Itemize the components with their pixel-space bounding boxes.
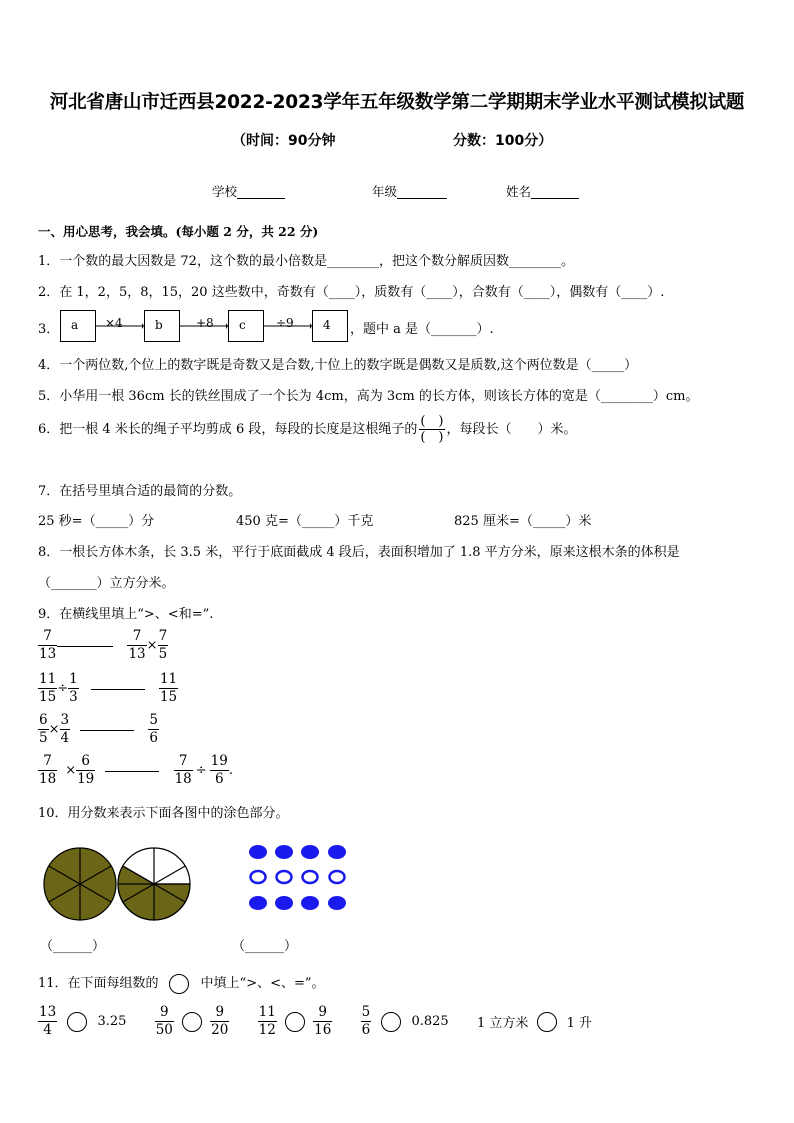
- score-label: 分数：100分）: [453, 133, 553, 149]
- question-9: 9．在横线里填上“>、<和=”.: [38, 607, 214, 622]
- flow-box-b: b: [144, 310, 180, 342]
- compare-circle-icon: [169, 974, 189, 994]
- answer-circle-1[interactable]: [67, 1012, 87, 1032]
- grade-field: 年级: [372, 182, 447, 200]
- question-2: 2．在 1，2，5，8，15，20 这些数中，奇数有（____），质数有（____），合数有（____），偶数有（____）.: [38, 285, 665, 300]
- question-8: 8．一根长方体木条，长 3.5 米，平行于底面截成 4 段后，表面积增加了 1.8 平方分米，原来这根木条的体积是: [38, 545, 680, 560]
- q9-row-4: $\frac{7}{18}$ × $\frac{6}{19}$ $\frac{7}{18}$ ÷ $\frac{19}{6}$ .: [39, 753, 233, 787]
- op-divide: ÷9: [276, 316, 294, 330]
- question-5: 5．小华用一根 36cm 长的铁丝围成了一个长为 4cm，高为 3cm 的长方体，则该长方体的宽是（________）cm。: [38, 389, 699, 404]
- q7-item-2: 450 克=（_____）千克: [236, 514, 374, 529]
- question-10: 10．用分数来表示下面各图中的涂色部分。: [38, 806, 289, 821]
- answer-circle-5[interactable]: [537, 1012, 557, 1032]
- circle-partial-shaded: [118, 848, 190, 920]
- flow-box-result: 4: [312, 310, 348, 342]
- page-title: 河北省唐山市迁西县2022-2023学年五年级数学第二学期期末学业水平测试模拟试题: [49, 92, 745, 113]
- q9-row-2: $\frac{11}{15}$ ÷ $\frac{1}{3}$ $\frac{11}{15}$: [39, 671, 178, 705]
- q9-row-1: $\frac{7}{13}$ $\frac{7}{13}$ × $\frac{7}{5}$: [39, 628, 168, 662]
- op-add: +8: [196, 316, 214, 330]
- op-multiply: ×4: [105, 316, 123, 330]
- question-11: 11．在下面每组数的 中填上“>、<、=”。: [38, 972, 325, 994]
- answer-circle-4[interactable]: [381, 1012, 401, 1032]
- answer-circle-3[interactable]: [285, 1012, 305, 1032]
- school-field: 学校: [212, 182, 285, 200]
- question-4: 4．一个两位数,个位上的数字既是奇数又是合数,十位上的数字既是偶数又是质数,这个两位数是（_____）: [38, 358, 638, 373]
- answer-circle-2[interactable]: [182, 1012, 202, 1032]
- name-field: 姓名: [506, 182, 579, 200]
- question-8-cont: （_______）立方分米。: [38, 576, 175, 591]
- flow-box-c: c: [228, 310, 264, 342]
- q9-row-3: $\frac{6}{5}$ × $\frac{3}{4}$ $\frac{5}{6}$: [39, 712, 158, 746]
- q11-items: $\frac{13}{4}$ 3.25 $\frac{9}{50}$ $\frac{9}{20}$ $\frac{11}{12}$ $\frac{9}{16}$ $\frac{5}{6}$ 0.825 1 立方米 1 升: [39, 1004, 593, 1038]
- dot-grid-figure: [244, 842, 354, 914]
- question-7: 7．在括号里填合适的最简的分数。: [38, 484, 242, 499]
- shaded-circles-figure: [40, 842, 196, 926]
- question-1: 1．一个数的最大因数是 72，这个数的最小倍数是________，把这个数分解质因数________。: [38, 254, 574, 269]
- question-6: 6．把一根 4 米长的绳子平均剪成 6 段，每段的长度是这根绳子的 $\frac{( )}{( )}$ ，每段长（ ）米。: [38, 414, 577, 445]
- time-label: （时间：90分钟: [232, 133, 336, 149]
- q7-item-3: 825 厘米=（_____）米: [454, 514, 592, 529]
- circle-full-shaded: [44, 848, 116, 920]
- flow-arrows: [94, 310, 334, 342]
- section-heading: 一、用心思考，我会填。(每小题 2 分，共 22 分): [38, 224, 319, 239]
- flow-box-a: a: [60, 310, 96, 342]
- q10-answer-1: （______）: [40, 939, 106, 954]
- q10-answer-2: （______）: [232, 939, 298, 954]
- q7-item-1: 25 秒=（_____）分: [38, 514, 155, 529]
